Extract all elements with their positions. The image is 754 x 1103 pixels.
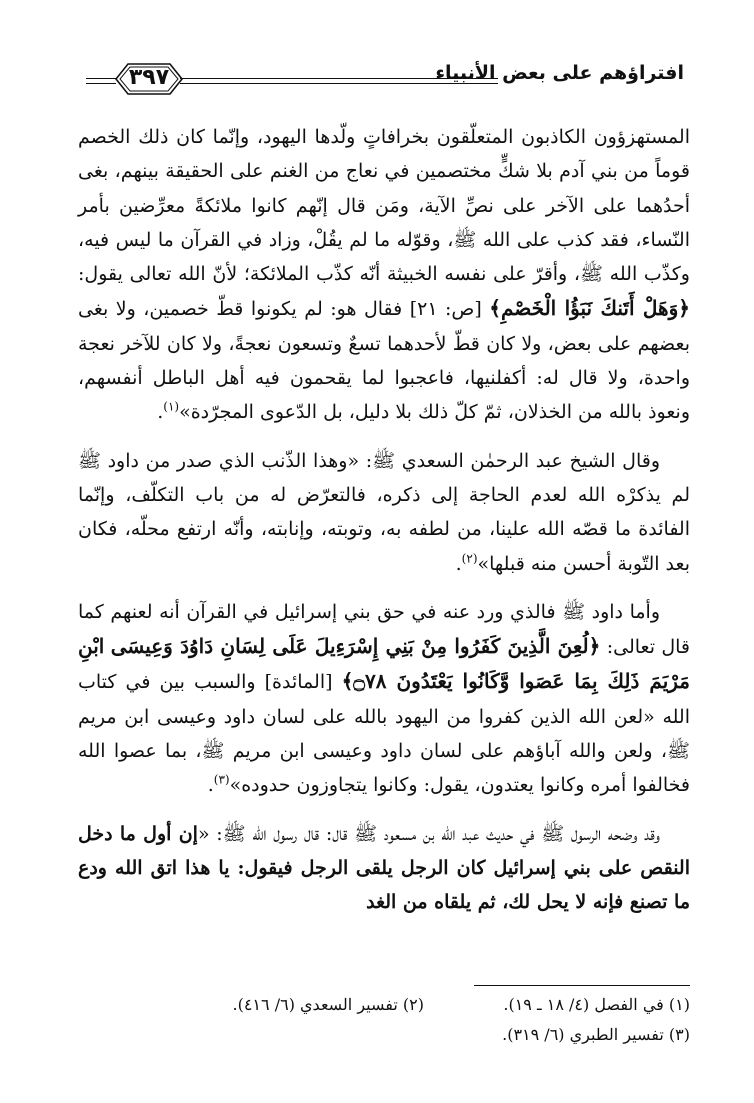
page-header xyxy=(86,58,684,104)
text-line: مريم ﷺ، ولعن والله آباؤهم على لسان داود وعيسى ابن مريم ﷺ، بما xyxy=(78,705,690,763)
badge-rule-top xyxy=(86,78,116,79)
text-line: عصوا الله فخالفوا أمره وكانوا يعتدون، يقول: وكانوا يتجاوزون حدوده» xyxy=(78,740,690,797)
hadith-text: إن أول ما دخل النقص على بني إسرائيل كان الرجل يلقى xyxy=(78,822,690,879)
badge-rule-bottom xyxy=(86,83,116,84)
text-line: محلّه، فكان بعد التّوبة أحسن منه قبلها» xyxy=(78,518,690,575)
footnote-1 xyxy=(503,990,690,1020)
paragraph-4 xyxy=(78,817,690,920)
footnote-text: تفسير السعدي (٦/ ٤١٦). xyxy=(232,995,398,1014)
quran-verse: ابْنِ مَرْيَمَ ذَلِكَ بِمَا عَصَوا وَّكَانُوا يَعْتَدُونَ ۝٧٨﴾ xyxy=(78,634,691,694)
page-number-badge xyxy=(114,62,184,96)
footnote-2 xyxy=(233,990,425,1020)
quran-verse: ﴿لُعِنَ الَّذِينَ كَفَرُوا مِنْ بَنِي إِسْرَءِيلَ عَلَى لِسَانِ دَاوُدَ وَعِيسَى xyxy=(110,634,601,659)
text-line: القرآن ما ليس فيه، وكذّب الله ﷺ، وأقرّ على نفسه الخبيثة أنّه كذّب xyxy=(78,228,690,286)
text-line: فاعجبوا لما يقحمون فيه أهل الباطل أنفسهم، ونعوذ بالله من الخذلان، ثمّ xyxy=(78,367,690,424)
footnote-row xyxy=(130,990,690,1020)
footnote-number: (٢) xyxy=(402,995,424,1014)
text-line: بينهم، بغى أحدُهما على الآخر على نصِّ الآية، ومَن قال إنّهم كانوا ملائكةً xyxy=(78,160,691,217)
quran-verse: ﴿وَهَلْ أَتَنكَ نَبَؤُا الْخَصْمِ﴾ xyxy=(489,296,690,321)
text-line: معرِّضين بأمر النّساء، فقد كذب على الله ﷺ، وقوّله ما لم يقُلْ، وزاد في xyxy=(78,194,690,251)
hadith-text: الرجل فيقول: يا هذا اتق الله ودع ما تصنع فإنه لا يحل لك، ثم يلقاه من الغد xyxy=(78,856,690,914)
body-text xyxy=(78,120,690,920)
text-line: داود ﷺ لم يذكرْه الله لعدم الحاجة إلى ذكره، فالتعرّض له من باب التكلّف، xyxy=(78,449,690,506)
text-line: [المائدة] والسبب بين في xyxy=(125,671,342,694)
page-number: ٣٩٧ xyxy=(128,65,170,90)
footnote-row xyxy=(130,1020,690,1050)
text-line: [ص: ٢١] فقال هو: xyxy=(330,298,490,321)
footnote-3 xyxy=(502,1020,690,1050)
footnote-number: (٣) xyxy=(668,1025,690,1044)
text-line: وإنّما الفائدة ما قصّه الله علينا، من لطفه به، وتوبته، وإنابته، وأنّه ارتفع xyxy=(78,483,690,541)
footnote-number: (١) xyxy=(668,995,690,1014)
text-line: رسول الله ﷺ: « xyxy=(197,822,298,845)
paragraph-3 xyxy=(78,595,690,803)
text-line: كلّ ذلك بلا دليل، بل الدّعوى المجرّدة» xyxy=(179,401,478,424)
footnotes xyxy=(130,990,690,1050)
text-line: الخصم قوماً من بني آدم بلا شكٍّ مختصمين في نعاج من الغنم على الحقيقة xyxy=(78,126,690,183)
text-line: وقد وضحه الرسول ﷺ في حديث عبد الله بن مسعود ﷺ قال: قال xyxy=(304,822,660,845)
running-title: افتراؤهم على بعض الأنبياء xyxy=(435,62,684,84)
text-line: الملائكة؛ لأنّ الله تعالى يقول: xyxy=(78,263,310,286)
footnote-separator xyxy=(474,985,690,986)
text-line: . xyxy=(207,774,214,797)
text-line: كتاب الله «لعن الله الذين كفروا من اليهود بالله على لسان داود وعيسى ابن xyxy=(78,671,690,728)
paragraph-2 xyxy=(78,444,690,581)
text-line: وأما داود ﷺ فالذي ورد عنه في حق بني إسرائيل في القرآن أنه لعنهم xyxy=(110,600,661,623)
header-rule-bottom xyxy=(180,83,498,84)
paragraph-1 xyxy=(78,120,690,430)
footnote-ref: (١) xyxy=(163,400,180,415)
text-line: . xyxy=(157,401,164,424)
footnote-ref: (٢) xyxy=(461,551,478,566)
text-line: كما قال تعالى: xyxy=(78,600,690,659)
text-line: . xyxy=(455,552,462,575)
footnote-text: في الفصل (٤/ ١٨ ـ ١٩). xyxy=(503,995,664,1014)
footnote-ref: (٣) xyxy=(213,773,230,788)
footnote-text: تفسير الطبري (٦/ ٣١٩). xyxy=(502,1025,664,1044)
text-line: المستهزؤون الكاذبون المتعلّقون بخرافاتٍ ولّدها اليهود، وإنّما كان ذلك xyxy=(138,126,690,148)
text-line: تسعٌ وتسعون نعجةً، ولا كان للآخر نعجة واحدة، ولا قال له: أكفلنيها، xyxy=(78,332,690,390)
header-rule-top xyxy=(180,78,498,79)
text-line: وقال الشيخ عبد الرحمٰن السعدي ﷺ: «وهذا الذّنب الذي صدر من xyxy=(145,449,661,472)
text-line: لم يكونوا قطّ خصمين، ولا بغى بعضهم على بعض، ولا كان قطّ لأحدهما xyxy=(78,298,690,355)
